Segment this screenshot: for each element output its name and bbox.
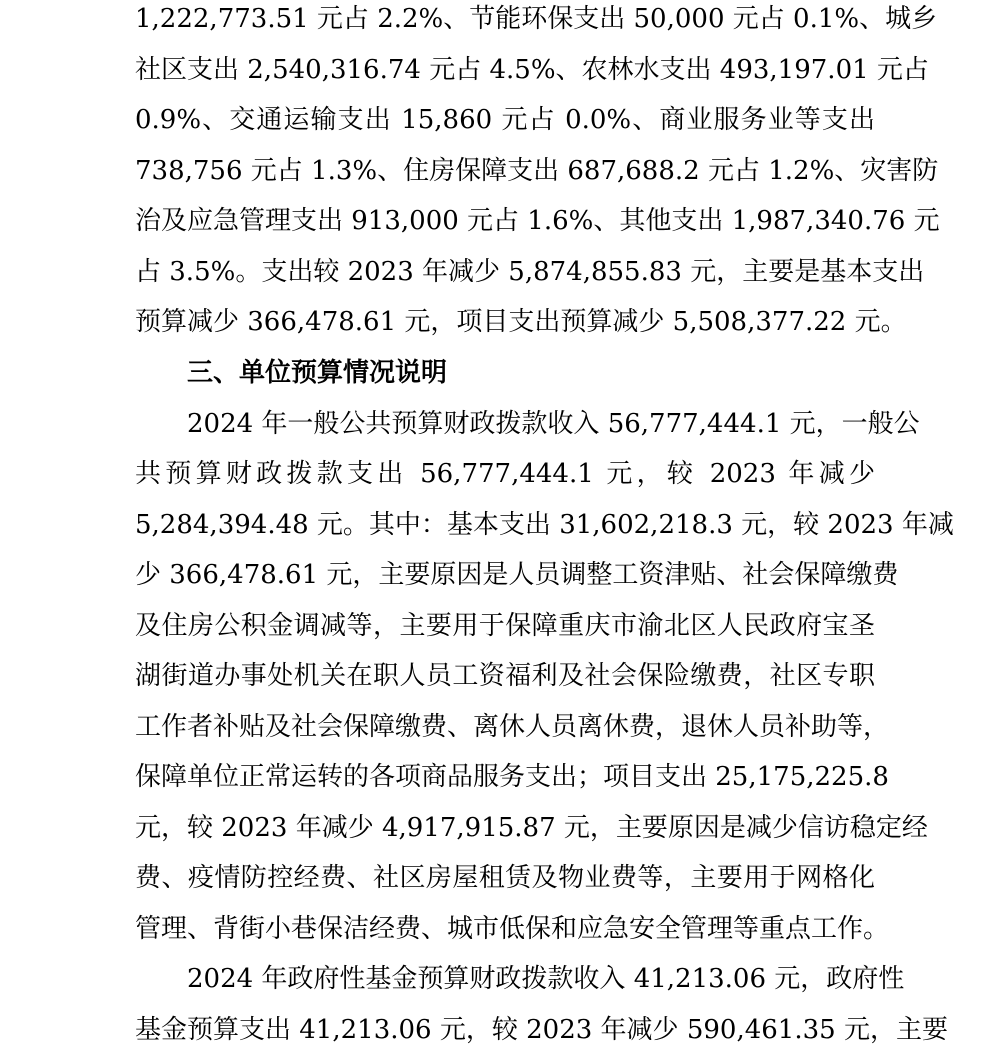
text-line: 工作者补贴及社会保障缴费、离休人员离休费，退休人员补助等， xyxy=(135,712,890,742)
text-line: 2024 年政府性基金预算财政拨款收入 41,213.06 元，政府性 xyxy=(187,964,905,994)
section-heading: 三、单位预算情况说明 xyxy=(187,358,448,388)
text-line: 管理、背街小巷保洁经费、城市低保和应急安全管理等重点工作。 xyxy=(135,914,890,944)
text-line: 5,284,394.48 元。其中：基本支出 31,602,218.3 元，较 2023 年减 xyxy=(135,510,954,540)
text-line: 1,222,773.51 元占 2.2%、节能环保支出 50,000 元占 0.1%、城乡 xyxy=(135,4,938,34)
text-line: 预算减少 366,478.61 元，项目支出预算减少 5,508,377.22 元。 xyxy=(135,307,907,337)
text-line: 治及应急管理支出 913,000 元占 1.6%、其他支出 1,987,340.76 元 xyxy=(135,206,940,236)
text-line: 2024 年一般公共预算财政拨款收入 56,777,444.1 元，一般公 xyxy=(187,409,920,439)
text-line: 费、疫情防控经费、社区房屋租赁及物业费等，主要用于网格化 xyxy=(135,863,875,893)
text-line: 湖街道办事处机关在职人员工资福利及社会保险缴费，社区专职 xyxy=(135,661,875,691)
text-line: 社区支出 2,540,316.74 元占 4.5%、农林水支出 493,197.01 元占 xyxy=(135,55,929,85)
text-line: 及住房公积金调减等，主要用于保障重庆市渝北区人民政府宝圣 xyxy=(135,611,875,641)
text-line: 共预算财政拨款支出 56,777,444.1 元，较 2023 年减少 xyxy=(135,459,875,489)
text-line: 保障单位正常运转的各项商品服务支出；项目支出 25,175,225.8 xyxy=(135,762,889,792)
text-line: 0.9%、交通运输支出 15,860 元占 0.0%、商业服务业等支出 xyxy=(135,105,875,135)
text-line: 元，较 2023 年减少 4,917,915.87 元，主要原因是减少信访稳定经 xyxy=(135,813,928,843)
text-line: 738,756 元占 1.3%、住房保障支出 687,688.2 元占 1.2%、灾害防 xyxy=(135,156,939,186)
text-line: 占 3.5%。支出较 2023 年减少 5,874,855.83 元，主要是基本支出 xyxy=(135,257,925,287)
text-line: 基金预算支出 41,213.06 元，较 2023 年减少 590,461.35 元，主要 xyxy=(135,1015,948,1045)
text-line: 少 366,478.61 元，主要原因是人员调整工资津贴、社会保障缴费 xyxy=(135,560,899,590)
